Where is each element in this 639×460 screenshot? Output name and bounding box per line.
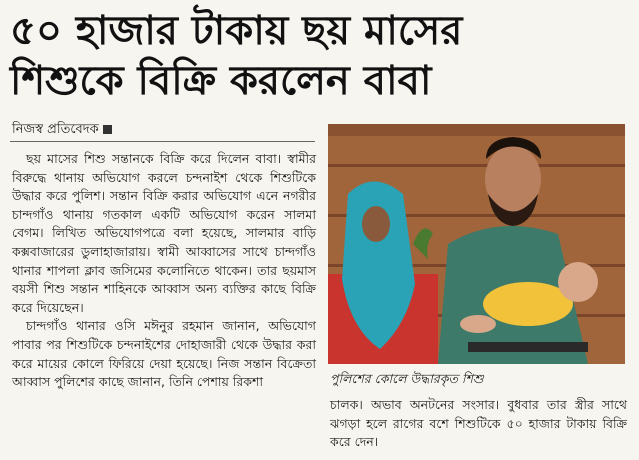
article-body-right: চালক। অভাব অনটনের সংসার। বুধবার তার স্ত্রীর সাথে ঝগড়া হলে রাগের বশে শিশুটিকে ৫০ হাজার টাকায় বিক্রি করে দেন। [330, 397, 627, 450]
paragraph-2: চান্দগাঁও থানার ওসি মঈনুর রহমান জানান, অভিযোগ পাবার পর শিশুটিকে চন্দনাইশের দোহাজারী থেকে উদ্ধার করা করে মায়ের কোলে ফিরিয়ে দেয়া হয়েছে। নিজ সন্তান বিক্রেতা আব্বাস পুলিশের কাছে জানান, তিনি পেশায় রিকশা [12, 318, 316, 390]
photo-caption: পুলিশের কোলে উদ্ধারকৃত শিশু [330, 371, 484, 386]
article-body-left [12, 150, 316, 392]
byline-text: নিজস্ব প্রতিবেদক [12, 122, 99, 137]
byline-square-icon [103, 125, 112, 134]
byline-rule [10, 141, 315, 142]
news-photo [328, 124, 625, 364]
headline-line-1: ৫০ হাজার টাকায় ছয় মাসের [10, 8, 463, 54]
headline [10, 6, 630, 106]
photo-illustration [328, 124, 625, 364]
byline [12, 122, 112, 138]
headline-line-2: শিশুকে বিক্রি করলেন বাবা [10, 58, 432, 104]
paragraph-1: ছয় মাসের শিশু সন্তানকে বিক্রি করে দিলেন বাবা। স্বামীর বিরুদ্ধে থানায় অভিযোগ করলে চন্দনাইশ থেকে শিশুটিকে উদ্ধার করে পুলিশ। সন্তান বিক্রি করার অভিযোগ এনে নগরীর চান্দগাঁও থানায় গতকাল একটি অভিযোগ করেন সালমা বেগম। লিখিত অভিযোগপত্রে বলা হয়েছে, সালমার বাড়ি কক্সবাজারের ডুলাহাজারায়। স্বামী আব্বাসের সাথে চান্দগাঁও থানার শাপলা ক্লাব জসিমের কলোনিতে থাকেন। তার ছয়মাস বয়সী শিশু সন্তান শাহিনকে আব্বাস অন্য ব্যক্তির কাছে বিক্রি করে দিয়েছেন। [12, 151, 316, 315]
